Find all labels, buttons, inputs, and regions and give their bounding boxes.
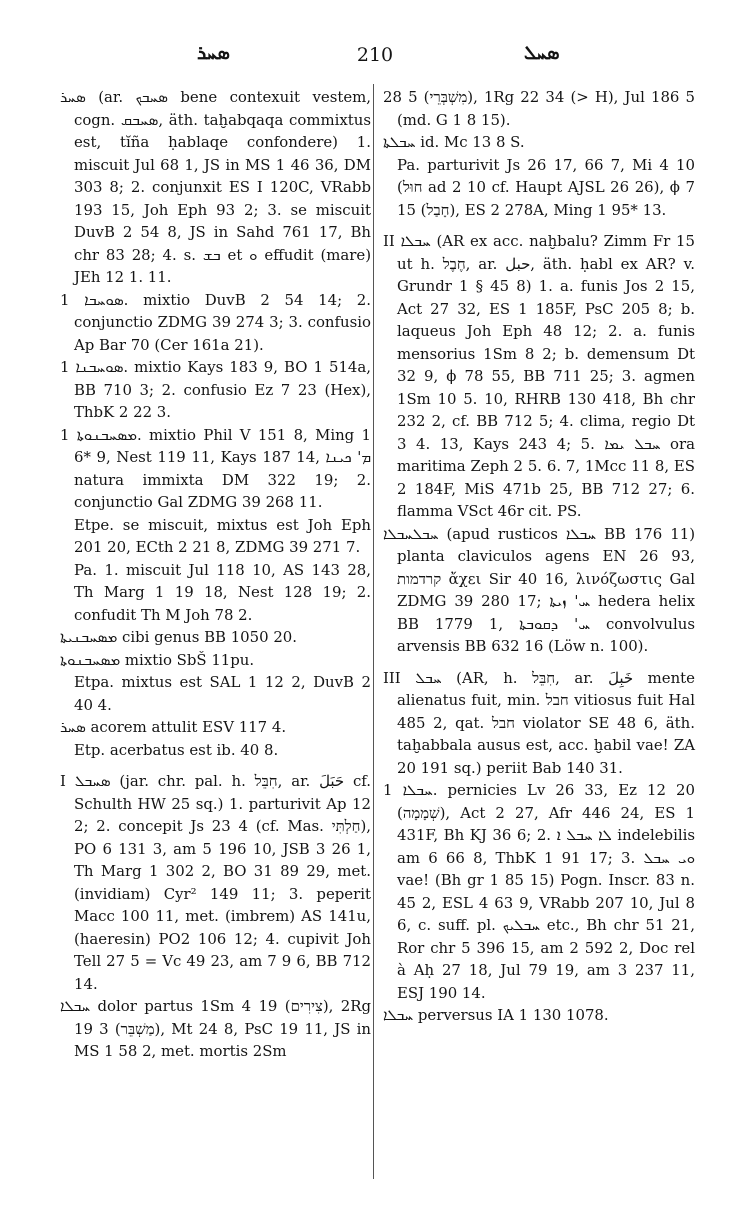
entry-continuation: 28 5 (מִשְׁבְּרֵי), 1Rg 22 34 (> H), Jul 186 5 (md. G 1 8 15). xyxy=(383,88,695,129)
header-right-catchword: ܣܚܠ xyxy=(524,42,560,64)
column-divider xyxy=(373,84,374,1179)
entry-mixtio-4: ܡܣܚܒܢܘܬܐ mixtio SbŠ 11pu. xyxy=(60,650,255,669)
entry-cibi-genus: ܡܣܚܒܢܝܬܐ cibi genus BB 1050 20. xyxy=(60,628,298,646)
entry-pernicies: ܚܒܠܐ 1. pernicies Lv 26 33, Ez 12 20 (שְׁמָמָה), Act 2 27, Afr 446 24, ES 1 431F, Bh KJ 36 6; 2. ܠܐ ܚܒܠ ܐ indelebilis am 6 66 8, ThbK 1 91 17; 3. ܘܝ ܚܒܠ vae! (Bh gr 1 85 15) Pogn. Inscr. 83 n. 45 2, ESL 4 63 9, VRabb 207 10, Jul 8 6, c. suff. pl. ܚܒܠܝܟ etc., Bh chr 51 21, Ror chr 5 396 15, am 2 592 2, Doc rel à Aḥ 27 18, Jul 79 19, am 3 237 11, ESJ 190 14. xyxy=(383,781,696,1002)
subentry-etpa: Etpa. mixtus est SAL 1 12 2, DuvB 2 40 4. xyxy=(74,673,371,714)
entry-mixtio: ܣܘܚܒܐ 1. mixtio DuvB 2 54 14; 2. conjunctio ZDMG 39 274 3; 3. confusio Ap Bar 70 (Cer 161a 21). xyxy=(60,290,371,354)
entry-perversus: ܚܒܠܐ perversus IA 1 130 1078. xyxy=(383,1006,609,1024)
left-column xyxy=(60,86,371,1063)
entry-acorem: ܣܚܪ acorem attulit ESV 117 4. xyxy=(60,718,287,736)
subentry-etp: Etp. acerbatus est ib. 40 8. xyxy=(74,740,279,759)
entry-sahar: ܣܚܪ (ar. ܣܚܒܟ bene contexuit vestem, cogn. ܣܚܒܩ, äth. taḫabqaqa commixtus est, tĭña ḥablaqe confondere) 1. miscuit Jul 68 1, JS in MS 1 46 36, DM 303 8; 2. conjunxit ES I 120C, VRabb 193 15, Joh Eph 93 2; 3. se miscuit DuvB 2 54 8, JS in Sahd 761 17, Bh chr 83 28; 4. s. ܒܫ et ܘ effudit (mare) JEh 12 1. 11. xyxy=(60,88,372,286)
running-header xyxy=(0,42,750,72)
entry-mixtio-2: ܣܘܚܒܢܐ 1. mixtio Kays 183 9, BO 1 514a, BB 710 3; 2. confusio Ez 7 23 (Hex), ThbK 2 22 3. xyxy=(60,358,372,421)
entry-planta: ܚܒܠܚܒܠܐ (apud rusticos ܚܒܠܐ BB 176 11) planta claviculos agens EN 26 93, קרדמות ἄχει Sir 40 16, λινόζωστις Gal ZDMG 39 280 17; ܚ' ܙܝܬܐ hedera helix BB 1779 1, ܚ' ܕܩܘܒܬܐ convolvulus arvensis BB 632 16 (Löw n. 100). xyxy=(383,524,695,655)
entry-habel-iii: III ܚܒܠ (AR, h. חִבֵּל, ar. خَبِلَ mente alienatus fuit, min. חבל vitiosus fuit Hal 485 2, qat. חבל violator SE 48 6, äth. taḫabbala ausus est, acc. ḫabil vae! ZA 20 191 sq.) periit Bab 140 31. xyxy=(383,668,696,777)
page-number: 210 xyxy=(356,44,394,66)
header-left-catchword: ܣܚܪ xyxy=(197,42,230,64)
entry-habla-ii: II ܚܒܠܐ (AR ex acc. naḫbalu? Zimm Fr 15 ut h. חֶבֶל, ar. حبل, äth. ḥabl ex AR? v. Grundr 1 § 45 8) 1. a. funis Jos 2 15, Act 27 32, ES 1 185F, PsC 205 8; b. laqueus Joh Eph 48 12; 2. a. funis mensorius 1Sm 8 2; b. demensum Dt 32 9, ϕ 78 55, BB 711 25; 3. agmen 1Sm 10 5. 10, RHRB 130 418, Bh chr 232 2, cf. BB 712 5; 4. clima, regio Dt 3 4. 13, Kays 243 4; 5. ܚܒܠ ܝܡܐ ora maritima Zeph 2 5. 6. 7, 1Mcc 11 8, ES 2 184F, MiS 471b 25, BB 712 27; 6. flamma VSct 46r cit. PS. xyxy=(383,232,696,520)
entry-mixtio-3: ܡܣܚܒܢܘܬܐ 1. mixtio Phil V 151 8, Ming 1 6* 9, Nest 119 11, Kays 187 14, ܡ' ܟܝܢܐ natura immixta DM 322 19; 2. conjunctio Gal ZDMG 39 268 11. xyxy=(60,425,371,511)
entry-dolor-partus: ܚܒܠܐ dolor partus 1Sm 4 19 (צִירִים), 2Rg 19 3 (מַשְׁבֵּר), Mt 24 8, PsC 19 11, JS in MS 1 58 2, met. mortis 2Sm xyxy=(60,997,371,1060)
subentry-pa-parturivit: Pa. parturivit Js 26 17, 66 7, Mi 4 10 (חוּל ad 2 10 cf. Haupt AJSL 26 26), ϕ 7 15 (חָבַל), ES 2 278A, Ming 1 95* 13. xyxy=(397,155,695,219)
right-column xyxy=(383,86,695,1027)
entry-habelta: ܚܒܠܬܐ id. Mc 13 8 S. xyxy=(383,133,525,151)
entry-habel-i: I ܣܚܒܠ (jar. chr. pal. h. חִבֵּל, ar. حَبَلَ cf. Schulth HW 25 sq.) 1. parturivit Ap 12 2; 2. concepit Js 23 4 (cf. Mas. חַלְתִּי), PO 6 131 3, am 5 196 10, JSB 3 26 1, Th Marg 1 302 2, BO 31 89 29, met. (invidiam) Cyr² 149 11; 3. peperit Macc 100 11, met. (imbrem) AS 141u, (haeresin) PO2 106 12; 4. cupivit Joh Tell 27 5 = Vc 49 23, am 7 9 6, BB 712 14. xyxy=(60,772,371,993)
subentry-pa: Pa. 1. miscuit Jul 118 10, AS 143 28, Th Marg 1 19 18, Nest 128 19; 2. confudit Th M Joh 78 2. xyxy=(74,560,371,624)
subentry-etpe: Etpe. se miscuit, mixtus est Joh Eph 201 20, ECth 2 21 8, ZDMG 39 271 7. xyxy=(74,515,371,556)
